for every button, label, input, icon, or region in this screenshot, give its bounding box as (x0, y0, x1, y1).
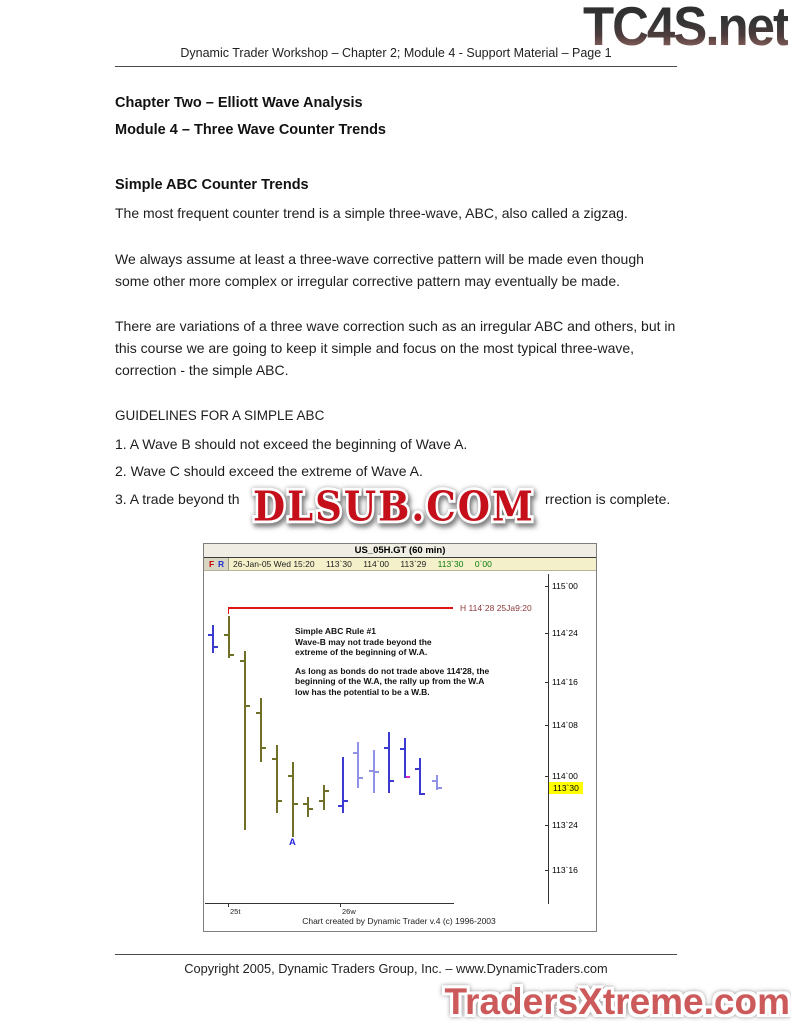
annotation-line: beginning of the W.A, the rally up from the W.A (295, 676, 485, 686)
close-tick (309, 808, 313, 810)
price-tick (545, 586, 549, 587)
close-tick (214, 646, 218, 648)
price-tick (545, 870, 549, 871)
close-tick (278, 800, 282, 802)
guidelines-title: GUIDELINES FOR A SIMPLE ABC (115, 408, 325, 423)
chart-title: US_05H.GT (60 min) (204, 544, 596, 558)
page-footer: Copyright 2005, Dynamic Traders Group, Inc. – www.DynamicTraders.com (184, 961, 608, 976)
price-tick (545, 825, 549, 826)
annotation-line (295, 658, 489, 666)
price-axis-label: 114`16 (552, 677, 578, 687)
open-tick (303, 803, 307, 805)
resistance-line (228, 607, 453, 609)
price-bar (419, 758, 421, 795)
time-axis-line (205, 903, 454, 904)
price-bar (244, 651, 246, 830)
price-bar (260, 698, 262, 762)
time-axis-tick (340, 903, 341, 907)
open-tick (256, 712, 260, 714)
price-bar (404, 738, 406, 778)
price-axis-label: 113`24 (552, 820, 578, 830)
open-tick (432, 780, 436, 782)
close-tick (294, 803, 298, 805)
close-tick (359, 777, 363, 779)
paragraph-1: The most frequent counter trend is a simple three-wave, ABC, also called a zigzag. (115, 205, 628, 221)
annotation-line: As long as bonds do not trade above 114'28, the (295, 665, 490, 676)
price-axis-label: 115`00 (552, 581, 578, 591)
open-tick (224, 634, 228, 636)
price-bar (212, 625, 214, 653)
close-tick (262, 747, 266, 749)
quote-high: 114`00 (363, 559, 390, 569)
chapter-heading: Chapter Two – Elliott Wave Analysis (115, 95, 363, 111)
open-tick (288, 775, 292, 777)
open-tick (400, 748, 404, 750)
guideline-item-2: 2. Wave C should exceed the extreme of Wave A. (115, 463, 423, 479)
paragraph-3: There are variations of a three wave correction such as an irregular ABC and others, but in this course we are going to keep it simple and focus on the most typical three-wave, correction - the simple ABC. (115, 318, 676, 378)
open-tick (319, 800, 323, 802)
resistance-line-start-tick (228, 609, 229, 614)
price-tick (545, 633, 549, 634)
quote-last: 113`30 (437, 559, 464, 569)
quote-change: 0`00 (474, 559, 492, 569)
quote-datetime: 26-Jan-05 Wed 15:20 (233, 559, 315, 569)
guideline-item-1: 1. A Wave B should not exceed the beginning of Wave A. (115, 436, 468, 452)
close-tick (230, 654, 234, 656)
close-tick (375, 771, 379, 773)
open-tick (240, 660, 244, 662)
open-tick (369, 770, 373, 772)
footer-divider (115, 954, 677, 955)
chart-credit: Chart created by Dynamic Trader v.4 (c) 1996-2003 (302, 916, 496, 926)
price-tick (545, 682, 549, 683)
module-heading: Module 4 – Three Wave Counter Trends (115, 122, 386, 138)
price-axis-label: 114`08 (552, 720, 578, 730)
close-tick (344, 800, 348, 802)
annotation-line: low has the potential to be a W.B. (295, 686, 430, 697)
price-bar (388, 732, 390, 793)
guideline-item-3-start: 3. A trade beyond th (115, 491, 240, 507)
page-header: Dynamic Trader Workshop – Chapter 2; Module 4 - Support Material – Page 1 (180, 46, 612, 60)
time-axis-label: 26w (342, 907, 356, 916)
price-axis-label: 114`24 (552, 628, 578, 638)
open-tick (353, 752, 357, 754)
price-tick (545, 725, 549, 726)
price-axis-line (548, 574, 549, 904)
r-button[interactable]: R (218, 559, 225, 569)
price-chart (203, 543, 597, 932)
price-bar (323, 785, 325, 810)
f-button[interactable]: F (209, 559, 215, 569)
chart-plot-area (204, 571, 594, 929)
annotation-line: extreme of the beginning of W.A. (295, 647, 428, 657)
price-bar (436, 775, 438, 790)
open-tick (384, 747, 388, 749)
close-tick (421, 793, 425, 795)
guideline-item-3-end: rrection is complete. (545, 491, 671, 507)
price-bar (276, 745, 278, 813)
chart-toolbar (204, 558, 596, 571)
price-bar (357, 742, 359, 788)
open-tick (415, 768, 419, 770)
price-axis-label: 113`16 (552, 865, 578, 875)
price-bar (292, 762, 294, 837)
section-heading: Simple ABC Counter Trends (115, 177, 309, 193)
close-tick (325, 790, 329, 792)
last-price-highlight: 113`30 (549, 782, 583, 794)
price-bar (342, 757, 344, 813)
time-axis-tick (228, 903, 229, 907)
price-bar (228, 616, 230, 658)
wave-a-label: A (289, 837, 296, 848)
header-divider (115, 66, 677, 67)
close-tick (438, 787, 442, 789)
price-tick (545, 776, 549, 777)
close-tick (390, 780, 394, 782)
quote-strip (233, 558, 501, 570)
tc4s-watermark-logo: TC4S.net (583, 0, 788, 58)
time-axis-label: 25t (230, 907, 241, 916)
open-tick (208, 634, 212, 636)
paragraph-2: We always assume at least a three-wave corrective pattern will be made even though some other more complex or irregular corrective pattern may eventually be made. (115, 251, 644, 289)
tradersxtreme-watermark-logo: TradersXtreme.com (444, 981, 790, 1022)
dlsub-watermark-stamp: DLSUB.COM (253, 481, 535, 531)
annotation-line: Wave-B may not trade beyond the (295, 636, 432, 647)
toolbar-button-cell (204, 558, 229, 570)
quote-open: 113`30 (325, 559, 352, 569)
price-bar (373, 750, 375, 793)
quote-low: 113`29 (400, 559, 427, 569)
resistance-line-label: H 114`28 25Ja9:20 (460, 603, 532, 613)
close-tick (406, 776, 410, 778)
price-axis-label: 114`00 (552, 771, 578, 781)
close-tick (246, 705, 250, 707)
open-tick (272, 758, 276, 760)
annotation-line: Simple ABC Rule #1 (295, 626, 376, 636)
price-bar (307, 797, 309, 817)
chart-annotation (295, 626, 489, 697)
open-tick (338, 805, 342, 807)
